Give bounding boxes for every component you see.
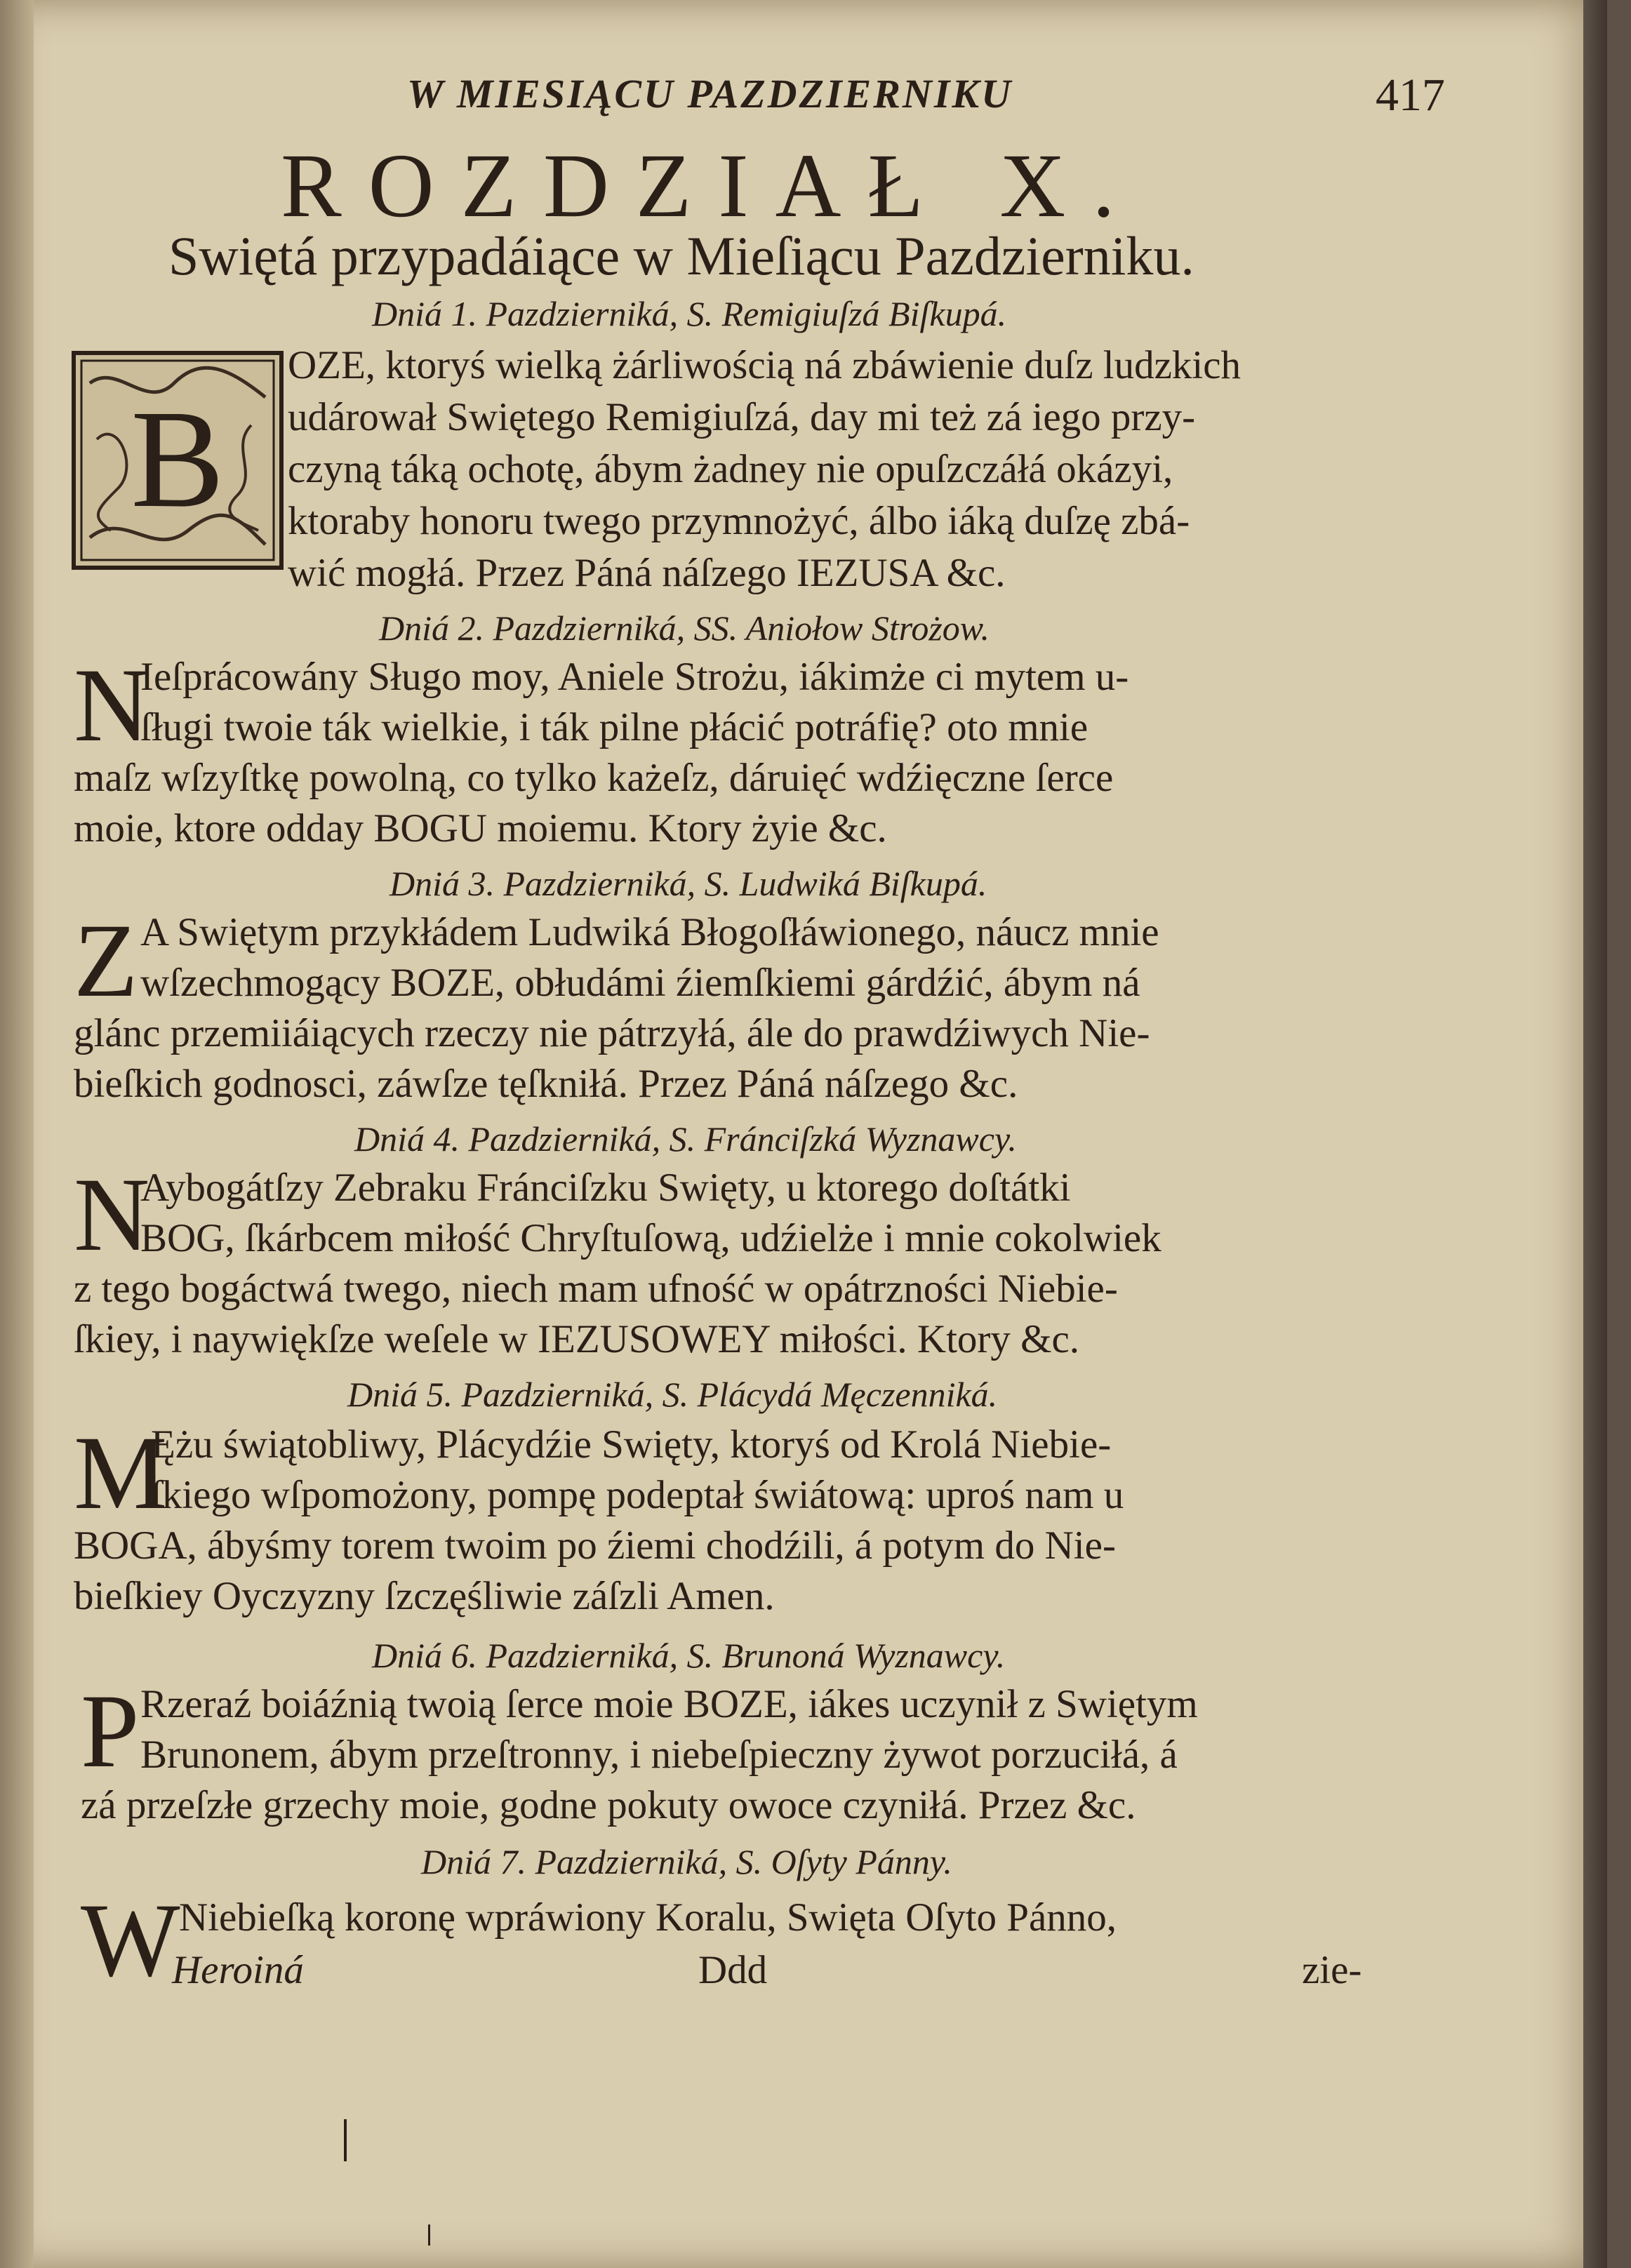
day-heading: Dniá 3. Pazdzierniká, S. Ludwiká Biſkupá. — [390, 864, 987, 903]
text-line: Ieſprácowány Sługo moy, Aniele Strożu, iákimże ci mytem u- — [140, 655, 1129, 699]
text-line: ſługi twoie ták wielkie, i ták pilne płácić potráfię? oto mnie — [140, 705, 1089, 749]
drop-initial: P — [81, 1673, 140, 1789]
text-line: bieſkich godnosci, záwſze tęſkniłá. Przez Páná náſzego &c. — [74, 1062, 1018, 1106]
drop-initial: N — [74, 647, 150, 763]
text-line: wſzechmogący BOZE, obłudámi źiemſkiemi gárdźić, ábym ná — [140, 961, 1140, 1005]
text-line: Rzeraź boiáźnią twoią ſerce moie BOZE, iákes uczynił z Swiętym — [140, 1682, 1198, 1726]
page-number: 417 — [1376, 69, 1445, 121]
page-gutter — [0, 0, 34, 2268]
chapter-title: ROZDZIAŁ X. — [281, 135, 1142, 236]
drop-initial: N — [74, 1156, 150, 1273]
svg-text:B: B — [131, 382, 225, 537]
margin-mark — [344, 2119, 347, 2161]
text-line: maſz wſzyſtkę powolną, co tylko każeſz, dáruięć wdźięczne ſerce — [74, 756, 1114, 800]
ornament-icon — [76, 355, 279, 566]
text-line: Niebieſką koronę wpráwiony Koralu, Swięta Oſyto Pánno, — [179, 1895, 1117, 1940]
catchword-left: Heroiná — [172, 1948, 304, 1992]
day-heading: Dniá 5. Pazdzierniká, S. Plácydá Męczenniká. — [347, 1375, 998, 1414]
text-line: udárował Swiętego Remigiuſzá, day mi też zá iego przy- — [288, 395, 1196, 439]
page-edge — [1583, 0, 1607, 2268]
day-heading: Dniá 7. Pazdzierniká, S. Oſyty Pánny. — [421, 1842, 952, 1881]
text-line: bieſkiey Oyczyzny ſzczęśliwie záſzli Amen. — [74, 1574, 775, 1618]
text-line: czyną táką ochotę, ábym żadney nie opuſzczáłá okázyi, — [288, 447, 1173, 491]
decorated-initial-b — [72, 351, 284, 570]
text-line: ſkiey, i naywiękſze weſele w IEZUSOWEY miłości. Ktory &c. — [74, 1317, 1080, 1361]
text-line: moie, ktore odday BOGU moiemu. Ktory żyie &c. — [74, 806, 887, 850]
drop-initial: W — [81, 1882, 180, 1999]
day-heading: Dniá 6. Pazdzierniká, S. Brunoná Wyznawcy. — [372, 1636, 1006, 1675]
text-line: ſkiego wſpomożony, pompę podeptał świátową: uproś nam u — [151, 1473, 1124, 1517]
catchword-right: zie- — [1302, 1948, 1362, 1992]
text-line: wić mogłá. Przez Páná náſzego IEZUSA &c. — [288, 551, 1006, 595]
text-line: A Swiętym przykłádem Ludwiká Błogoſłáwionego, náucz mnie — [140, 910, 1159, 954]
day-heading: Dniá 1. Pazdzierniká, S. Remigiuſzá Biſkupá. — [372, 294, 1007, 333]
text-line: Aybogátſzy Zebraku Fránciſzku Swięty, u ktorego doſtátki — [140, 1166, 1071, 1210]
drop-initial: Z — [74, 902, 138, 1019]
text-line: ktoraby honoru twego przymnożyć, álbo iáką duſzę zbá- — [288, 499, 1190, 543]
text-line: glánc przemiiáiących rzeczy nie pátrzyłá, ále do prawdźiwych Nie- — [74, 1011, 1150, 1055]
text-line: zá przeſzłe grzechy moie, godne pokuty owoce czyniłá. Przez &c. — [81, 1783, 1136, 1827]
text-line: Brunonem, ábym przeſtronny, i niebeſpieczny żywot porzuciłá, á — [140, 1733, 1178, 1777]
text-line: Ężu świątobliwy, Plácydźie Swięty, ktoryś od Krolá Niebie- — [151, 1422, 1112, 1467]
text-line: BOGA, ábyśmy torem twoim po źiemi chodźili, á potym do Nie- — [74, 1523, 1116, 1568]
text-line: OZE, ktoryś wielką żárliwością ná zbáwienie duſz ludzkich — [288, 343, 1241, 387]
margin-mark — [428, 2224, 430, 2246]
running-head: W MIESIĄCU PAZDZIERNIKU — [407, 71, 1013, 116]
section-title: Swiętá przypadáiące w Mieſiącu Pazdzierniku. — [168, 225, 1194, 286]
text-line: BOG, ſkárbcem miłość Chryſtuſową, udźielże i mnie cokolwiek — [140, 1216, 1161, 1260]
day-heading: Dniá 4. Pazdzierniká, S. Fránciſzká Wyznawcy. — [354, 1119, 1017, 1159]
signature-mark: Ddd — [698, 1948, 768, 1992]
drop-initial: M — [74, 1415, 168, 1531]
text-line: z tego bogáctwá twego, niech mam ufność w opátrzności Niebie- — [74, 1267, 1118, 1311]
day-heading: Dniá 2. Pazdzierniká, SS. Aniołow Strożow. — [379, 608, 990, 648]
